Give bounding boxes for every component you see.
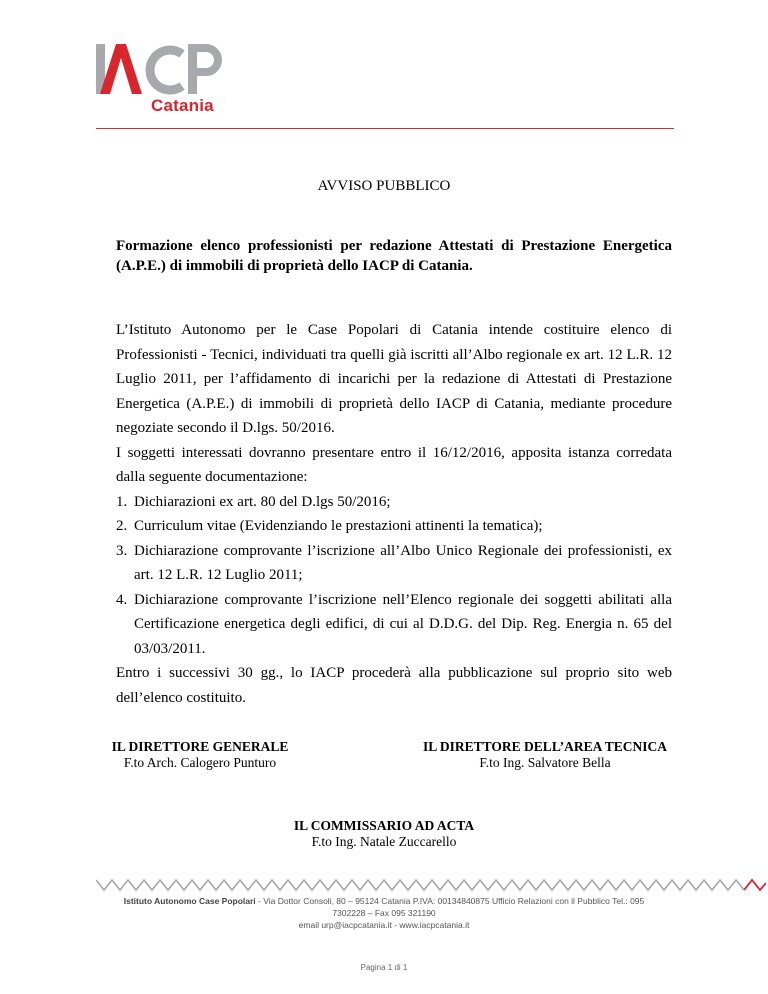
footer-email-web: email urp@iacpcatania.it - www.iacpcatania.it [298,920,470,930]
paragraph-intro: L’Istituto Autonomo per le Case Popolari di Catania intende costituire elenco di Professionisti - Tecnici, individuati tra quelli già iscritti all’Albo regionale ex art. 12 L.R. 12 Luglio 2011, per l’affidamento di incarichi per la redazione di Attestati di Prestazione Energetica (A.P.E.) di immobili di proprietà dello IACP di Catania, mediante procedure negoziate secondo il D.lgs. 50/2016. [116,322,672,436]
page-number: Pagina 1 di 1 [360,963,408,972]
footer-phone: 7302228 – Fax 095 321190 [332,908,436,918]
header-divider [96,128,674,129]
logo-city-text: Catania [151,96,214,115]
footer-address: - Via Dottor Consoli, 80 – 95124 Catania P.IVA: 00134840875 Ufficio Relazioni con il Pubblico Tel.: 095 [255,896,645,906]
signature-commissioner [234,818,534,850]
list-item: 1. Dichiarazioni ex art. 80 del D.lgs 50/2016; [116,493,391,510]
signature-general-director [80,739,320,771]
paragraph-requirements: I soggetti interessati dovranno presentare entro il 16/12/2016, apposita istanza corredata dalla seguente documentazione: [116,444,672,485]
signature-name: F.to Arch. Calogero Punturo [123,755,277,770]
footer-wave-decoration [96,878,766,892]
document-title: AVVISO PUBBLICO [317,178,451,194]
list-item: 2. Curriculum vitae (Evidenziando le prestazioni attinenti la tematica); [116,518,543,534]
paragraph-closing: Entro i successivi 30 gg., lo IACP procederà alla pubblicazione sul proprio sito web dell’elenco costituito. [116,665,672,706]
signature-role: IL DIRETTORE GENERALE [111,739,289,754]
list-item: 3. Dichiarazione comprovante l’iscrizione all’Albo Unico Regionale dei professionisti, ex art. 12 L.R. 12 Luglio 2011; [116,542,672,583]
document-subject: Formazione elenco professionisti per redazione Attestati di Prestazione Energetica (A.P.E.) di immobili di proprietà dello IACP di Catania. [116,238,672,274]
signature-role: IL COMMISSARIO AD ACTA [293,818,475,833]
footer-contact [0,895,768,931]
signature-name: F.to Ing. Salvatore Bella [479,755,611,770]
signature-role: IL DIRETTORE DELL’AREA TECNICA [423,739,667,754]
documentation-list [116,490,672,662]
footer-org: Istituto Autonomo Case Popolari [123,896,256,906]
document-body [116,318,672,710]
signature-name: F.to Ing. Natale Zuccarello [311,834,457,849]
list-item: 4. Dichiarazione comprovante l’iscrizione nell’Elenco regionale dei soggetti abilitati alla Certificazione energetica degli edifici, di cui al D.D.G. del Dip. Reg. Energia n. 65 del 03/03/2011. [116,591,672,657]
signature-technical-director [400,739,690,771]
